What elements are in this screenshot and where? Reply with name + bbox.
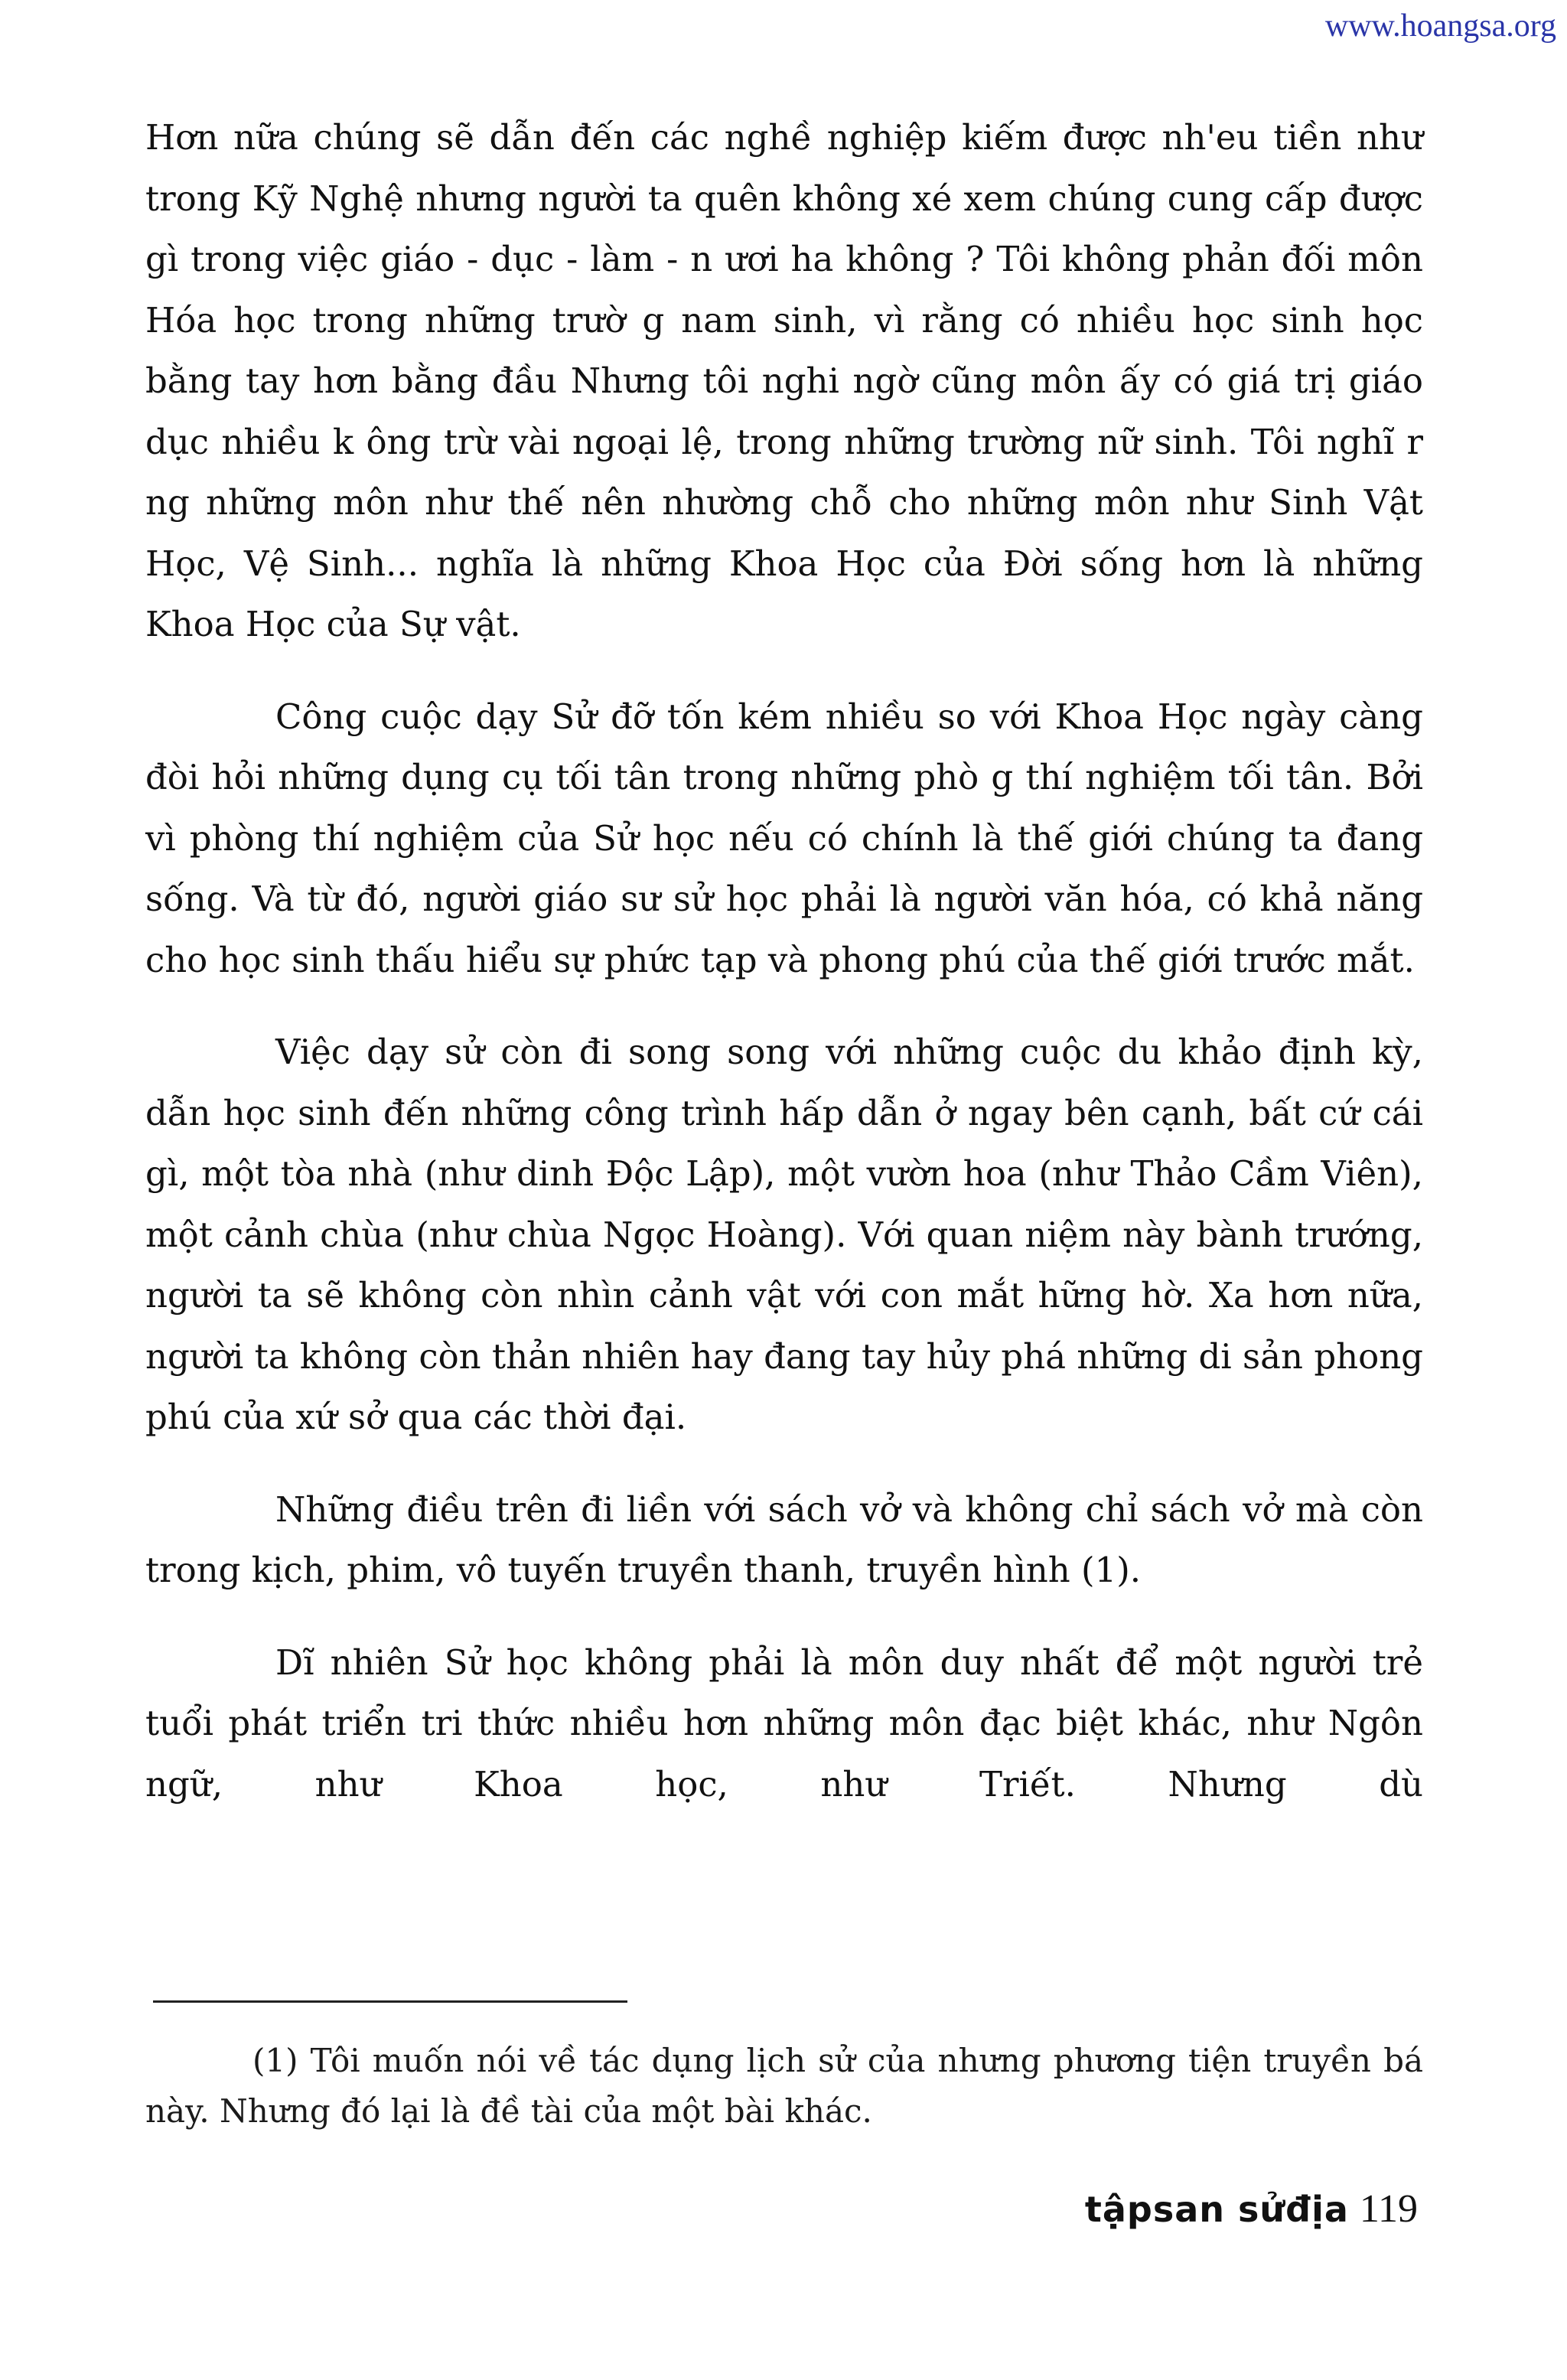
paragraph-3: Việc dạy sử còn đi song song với những cuộc du khảo định kỳ, dẫn học sinh đến những công trình hấp dẫn ở ngay bên cạnh, bất cứ cái gì, một tòa nhà (như dinh Độc Lập), một vườn hoa (như Thảo Cầm Viên), một cảnh chùa (như chùa Ngọc Hoàng). Với quan niệm này bành trướng, người ta sẽ không còn nhìn cảnh vật với con mắt hững hờ. Xa hơn nữa, người ta không còn thản nhiên hay đang tay hủy phá những di sản phong phú của xứ sở qua các thời đại. xyxy=(145,1032,1423,1437)
paragraph-5: Dĩ nhiên Sử học không phải là môn duy nhất để một người trẻ tuổi phát triển tri thức nhiều hơn những môn đạc biệt khác, như Ngôn ngữ, như Khoa học, như Triết. Nhưng dù xyxy=(145,1642,1423,1805)
paragraph-4: Những điều trên đi liền với sách vở và không chỉ sách vở mà còn trong kịch, phim, vô tuyến truyền thanh, truyền hình (1). xyxy=(145,1488,1423,1590)
paragraph-2: Công cuộc dạy Sử đỡ tốn kém nhiều so với Khoa Học ngày càng đòi hỏi những dụng cụ tối tân trong những phò g thí nghiệm tối tân. Bởi vì phòng thí nghiệm của Sử học nếu có chính là thế giới chúng ta đang sống. Và từ đó, người giáo sư sử học phải là người văn hóa, có khả năng cho học sinh thấu hiểu sự phức tạp và phong phú của thế giới trước mắt. xyxy=(145,696,1423,980)
page-number: 119 xyxy=(1359,2187,1418,2231)
website-watermark: www.hoangsa.org xyxy=(1324,8,1556,44)
page-body xyxy=(145,107,1423,1814)
footnote-divider xyxy=(153,2000,627,2003)
page-footer xyxy=(1085,2189,1418,2229)
paragraph-1: Hơn nữa chúng sẽ dẫn đến các nghề nghiệp kiếm được nh'eu tiền như trong Kỹ Nghệ nhưng người ta quên không xé xem chúng cung cấp được gì trong việc giáo - dục - làm - n ươi ha không ? Tôi không phản đối môn Hóa học trong những trườ g nam sinh, vì rằng có nhiều học sinh học bằng tay hơn bằng đầu Nhưng tôi nghi ngờ cũng môn ấy có giá trị giáo dục nhiều k ông trừ vài ngoại lệ, trong những trường nữ sinh. Tôi nghĩ r ng những môn như thế nên nhường chỗ cho những môn như Sinh Vật Học, Vệ Sinh... nghĩa là những Khoa Học của Đời sống hơn là những Khoa Học của Sự vật. xyxy=(145,117,1423,644)
footnote: (1) Tôi muốn nói về tác dụng lịch sử của nhưng phương tiện truyền bá này. Nhưng đó lại là đề tài của một bài khác. xyxy=(145,2042,1423,2130)
journal-name: tậpsan sửđịa xyxy=(1084,2189,1349,2230)
